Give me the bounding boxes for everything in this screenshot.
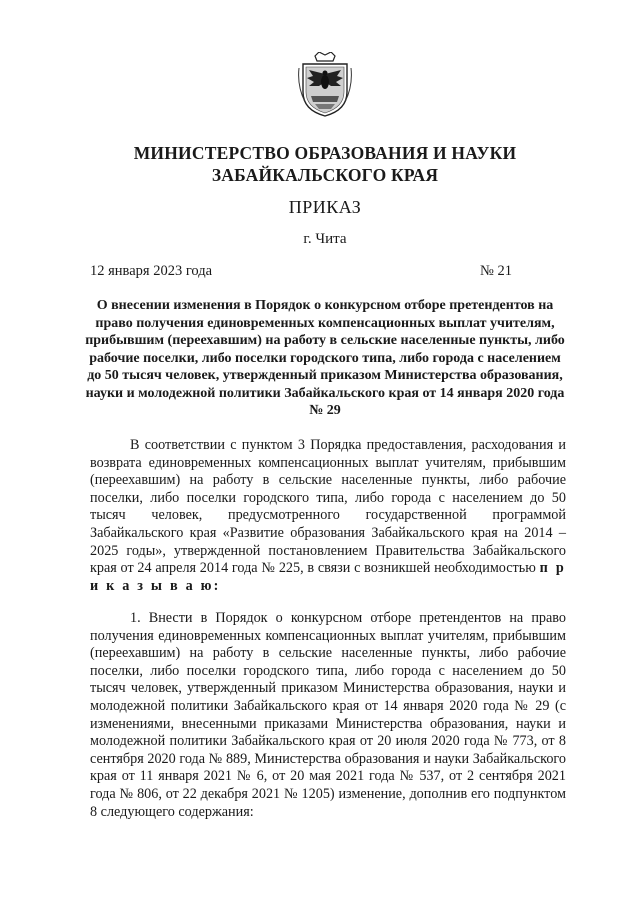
order-word: п р и к а з ы в а ю: [90,560,566,594]
ministry-name [80,142,570,186]
preamble-text: В соответствии с пунктом 3 Порядка предоставления, расходования и возврата единовременных компенсационных выплат учителям, прибывшим (переехавшим) на работу в сельские населенные пункты, либо рабочие поселки, либо поселки городского типа, либо города с населением до 50 тысяч человек, предусмотренного государственной программой Забайкальского края «Развитие образования Забайкальского края на 2014 – 2025 годы», утвержденной постановлением Правительства Забайкальского края от 24 апреля 2014 года № 225, в связи с возникшей необходимостью [90,437,566,577]
ministry-line-1: МИНИСТЕРСТВО ОБРАЗОВАНИЯ И НАУКИ [133,143,517,163]
order-number: № 21 [480,263,512,279]
document-type: ПРИКАЗ [288,197,362,217]
coat-of-arms-icon [297,52,353,118]
preamble-paragraph [90,437,566,595]
ministry-line-2: ЗАБАЙКАЛЬСКОГО КРАЯ [211,165,439,185]
city: г. Чита [303,231,347,247]
order-date: 12 января 2023 года [90,263,213,279]
order-subject: О внесении изменения в Порядок о конкурсном отборе претендентов на право получения единовременных компенсационных выплат учителям, прибывшим (переехавшим) на работу в сельские населенные пункты, либо рабочие поселки, либо поселки городского типа, либо города с населением до 50 тысяч человек, утвержденный приказом Министерства образования, науки и молодежной политики Забайкальского края от 14 января 2020 года № 29 [85,298,565,418]
item-1-paragraph: 1. Внести в Порядок о конкурсном отборе претендентов на право получения единовременных компенсационных выплат учителям, прибывшим (переехавшим) на работу в сельские населенные пункты, либо рабочие поселки, либо поселки городского типа, либо города с населением до 50 тысяч человек, утвержденный приказом Министерства образования, науки и молодежной политики Забайкальского края от 14 января 2020 года № 29 (с изменениями, внесенными приказами Министерства образования, науки и молодежной политики Забайкальского края от 20 июля 2020 года № 773, от 8 сентября 2020 года № 889, Министерства образования и науки Забайкальского края от 11 января 2021 № 6, от 20 мая 2021 года № 537, от 2 сентября 2021 года № 806, от 22 декабря 2021 № 1205) изменение, дополнив его подпунктом 8 следующего содержания: [90,610,566,820]
